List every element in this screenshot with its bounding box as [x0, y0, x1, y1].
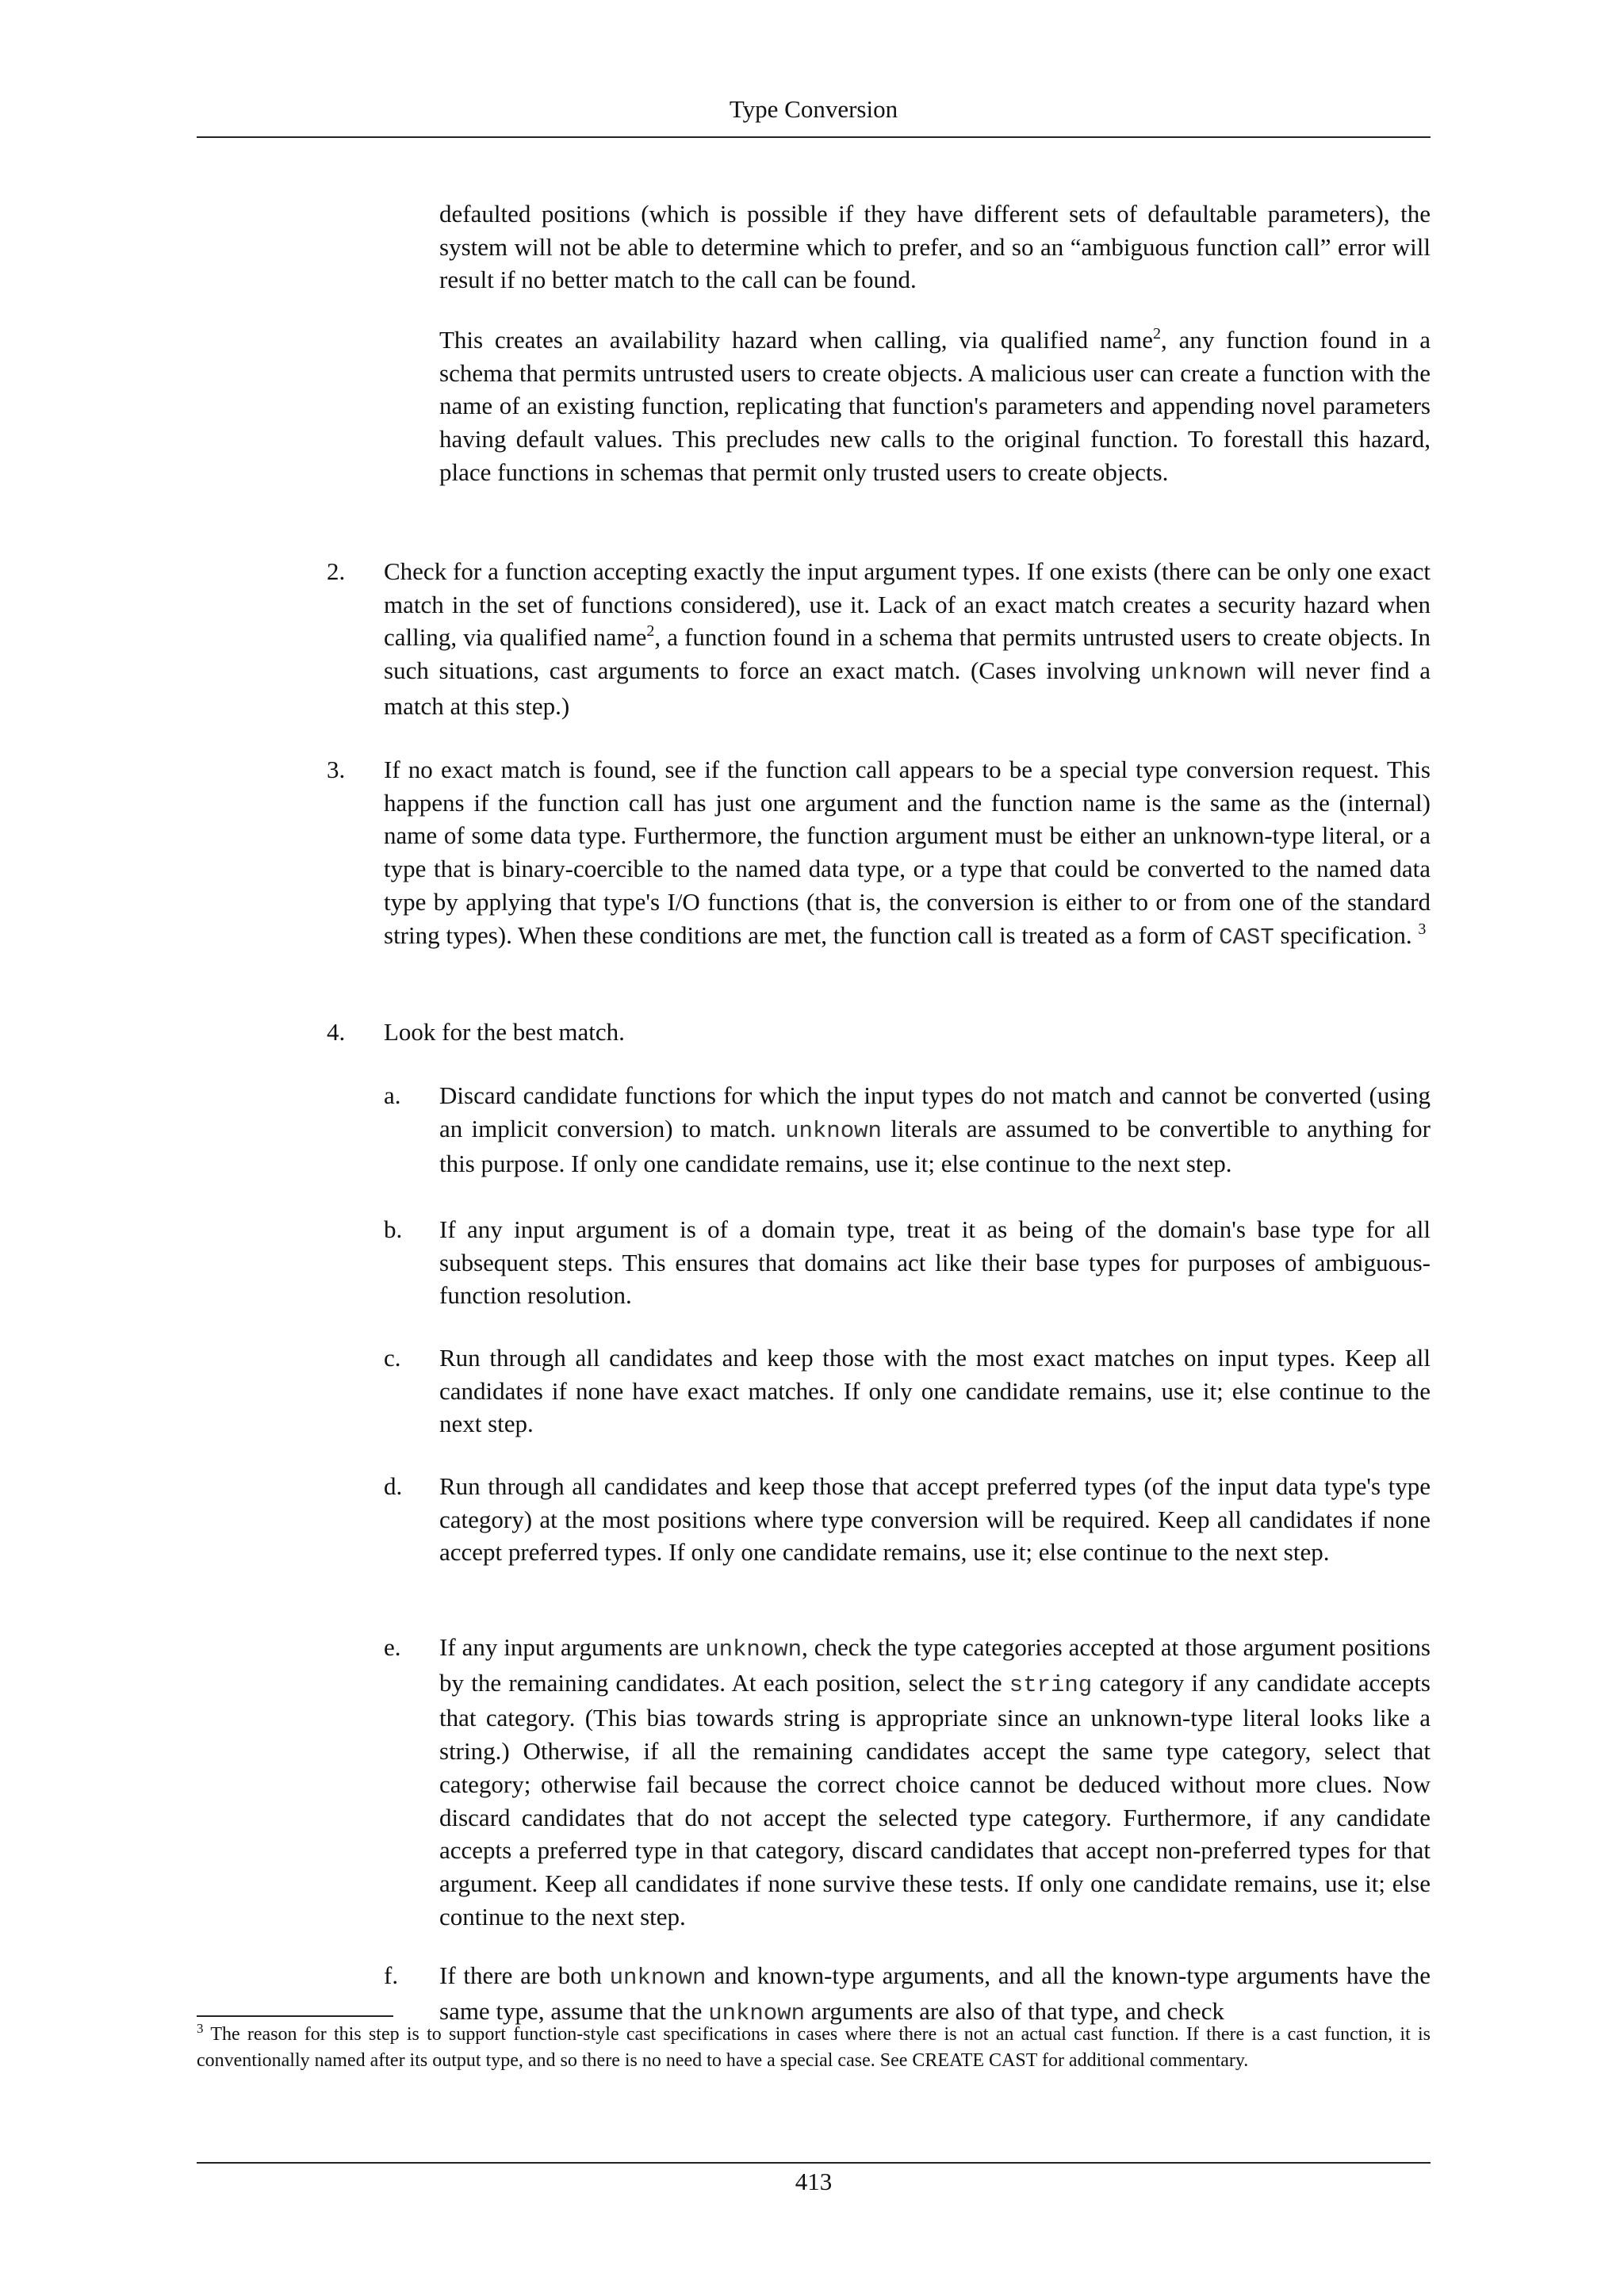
code-unknown: unknown [708, 1999, 806, 2026]
code-string: string [1009, 1671, 1093, 1698]
substep-b-paragraph: If any input argument is of a domain type, treat it as being of the domain's base type for all subsequent steps. This ensures that domains act like their base types for purposes of ambiguous-function resolution. [439, 1215, 1431, 1310]
substep-c-paragraph: Run through all candidates and keep those with the most exact matches on input types. Keep all candidates if none have exact matches. If only one candidate remains, use it; else continue to the next step. [439, 1344, 1431, 1438]
footnote-text: The reason for this step is to support function-style cast specifications in cases where there is not an actual cast function. If there is a cast function, it is conventionally named after its output type, and so there is no need to have a special case. See CREATE CAST for additional commentary. [197, 2024, 1431, 2071]
substep-e-text-2: , check the type categories accepted at those argument positions by the remaining candidates. At each position, select the [439, 1633, 1431, 1697]
substep-label-f: f. [384, 1961, 399, 1989]
substep-label-a: a. [384, 1081, 401, 1109]
substep-f-paragraph [439, 1959, 1431, 2030]
step-3-text-2: specification. [1274, 920, 1419, 949]
step-number-2: 2. [327, 557, 346, 585]
substep-a-paragraph [439, 1079, 1431, 1181]
step-4-paragraph: Look for the best match. [384, 1018, 625, 1046]
substep-label-b: b. [384, 1215, 403, 1243]
code-unknown: unknown [609, 1965, 707, 1991]
step-2-text-1: Check for a function accepting exactly the input argument types. If one exists (there can be only one exact match in the set of functions considered), use it. Lack of an exact match creates a security hazard when calling, via qualified name [384, 557, 1431, 652]
code-unknown: unknown [1150, 660, 1247, 687]
page-number: 413 [795, 2168, 833, 2195]
step-3-paragraph [384, 753, 1431, 954]
footnote-ref-2: 2 [646, 622, 655, 641]
substep-f-text-2: and known-type arguments, and all the known-type arguments have the same type, assume that the [439, 1961, 1431, 2025]
step-2-text-2: , a function found in a schema that permits untrusted users to create objects. In such situations, cast arguments to force an exact match. (Cases involving [384, 623, 1431, 685]
step-3-text-1: If no exact match is found, see if the function call appears to be a special type conversion request. This happens if the function call has just one argument and the function name is the same as the (internal) name of some data type. Furthermore, the function argument must be either an unknown-type literal, or a type that is binary-coercible to the named data type, or a type that could be converted to the named data type by applying that type's I/O functions (that is, the conversion is either to or from one of the standard string types). When these conditions are met, the function call is treated as a form of [384, 756, 1431, 949]
step-number-3: 3. [327, 756, 346, 783]
substep-a-text-2: literals are assumed to be convertible to anything for this purpose. If only one candidate remains, use it; else continue to the next step. [439, 1114, 1431, 1178]
substep-label-c: c. [384, 1344, 401, 1372]
step-number-4: 4. [327, 1018, 346, 1046]
footer-rule [197, 2162, 1431, 2164]
substep-e-paragraph [439, 1631, 1431, 1933]
footnote-3 [197, 2022, 1431, 2074]
step-2-paragraph [384, 555, 1431, 723]
substep-f-text-3: arguments are also of that type, and check [805, 1996, 1224, 2025]
code-unknown: unknown [705, 1636, 802, 1663]
substep-e-text-3: category if any candidate accepts that category. (This bias towards string is appropriate since an unknown-type literal looks like a string.) Otherwise, if all the remaining candidates accept the same type category, select that category; otherwise fail because the correct choice cannot be deduced without more clues. Now discard candidates that do not accept the selected type category. Furthermore, if any candidate accepts a preferred type in that category, discard candidates that accept non-preferred types for that argument. Keep all candidates if none survive these tests. If only one candidate remains, use it; else continue to the next step. [439, 1668, 1431, 1931]
substep-f-text-1: If there are both [439, 1961, 610, 1989]
substep-d-paragraph: Run through all candidates and keep those that accept preferred types (of the input data type's type category) at the most positions where type conversion will be required. Keep all candidates if none accept preferred types. If only one candidate remains, use it; else continue to the next step. [439, 1472, 1431, 1567]
footnote-marker: 3 [197, 2021, 204, 2036]
substep-e-text-1: If any input arguments are [439, 1633, 706, 1661]
footnote-ref-3: 3 [1418, 920, 1427, 938]
header-rule [197, 136, 1431, 138]
footnote-rule [197, 2015, 393, 2017]
availability-hazard-paragraph [439, 323, 1431, 489]
code-cast: CAST [1219, 924, 1274, 951]
defaulted-positions-paragraph: defaulted positions (which is possible if they have different sets of defaultable parameters), the system will not be able to determine which to prefer, and so an “ambiguous function call” error will result if no better match to the call can be found. [439, 200, 1431, 294]
running-header: Type Conversion [729, 95, 898, 123]
hazard-text-start: This creates an availability hazard when calling, via qualified name [439, 326, 1154, 354]
substep-a-text-1: Discard candidate functions for which the input types do not match and cannot be converted (using an implicit conversion) to match. [439, 1081, 1431, 1142]
substep-label-e: e. [384, 1633, 401, 1661]
substep-label-d: d. [384, 1472, 403, 1500]
hazard-text-end: , any function found in a schema that permits untrusted users to create objects. A malicious user can create a function with the name of an existing function, replicating that function's parameters and appending novel parameters having default values. This precludes new calls to the original function. To forestall this hazard, place functions in schemas that permit only trusted users to create objects. [439, 326, 1431, 486]
code-unknown: unknown [785, 1117, 882, 1144]
step-2-text-3: will never find a match at this step.) [384, 656, 1431, 720]
footnote-ref-2: 2 [1153, 325, 1162, 342]
